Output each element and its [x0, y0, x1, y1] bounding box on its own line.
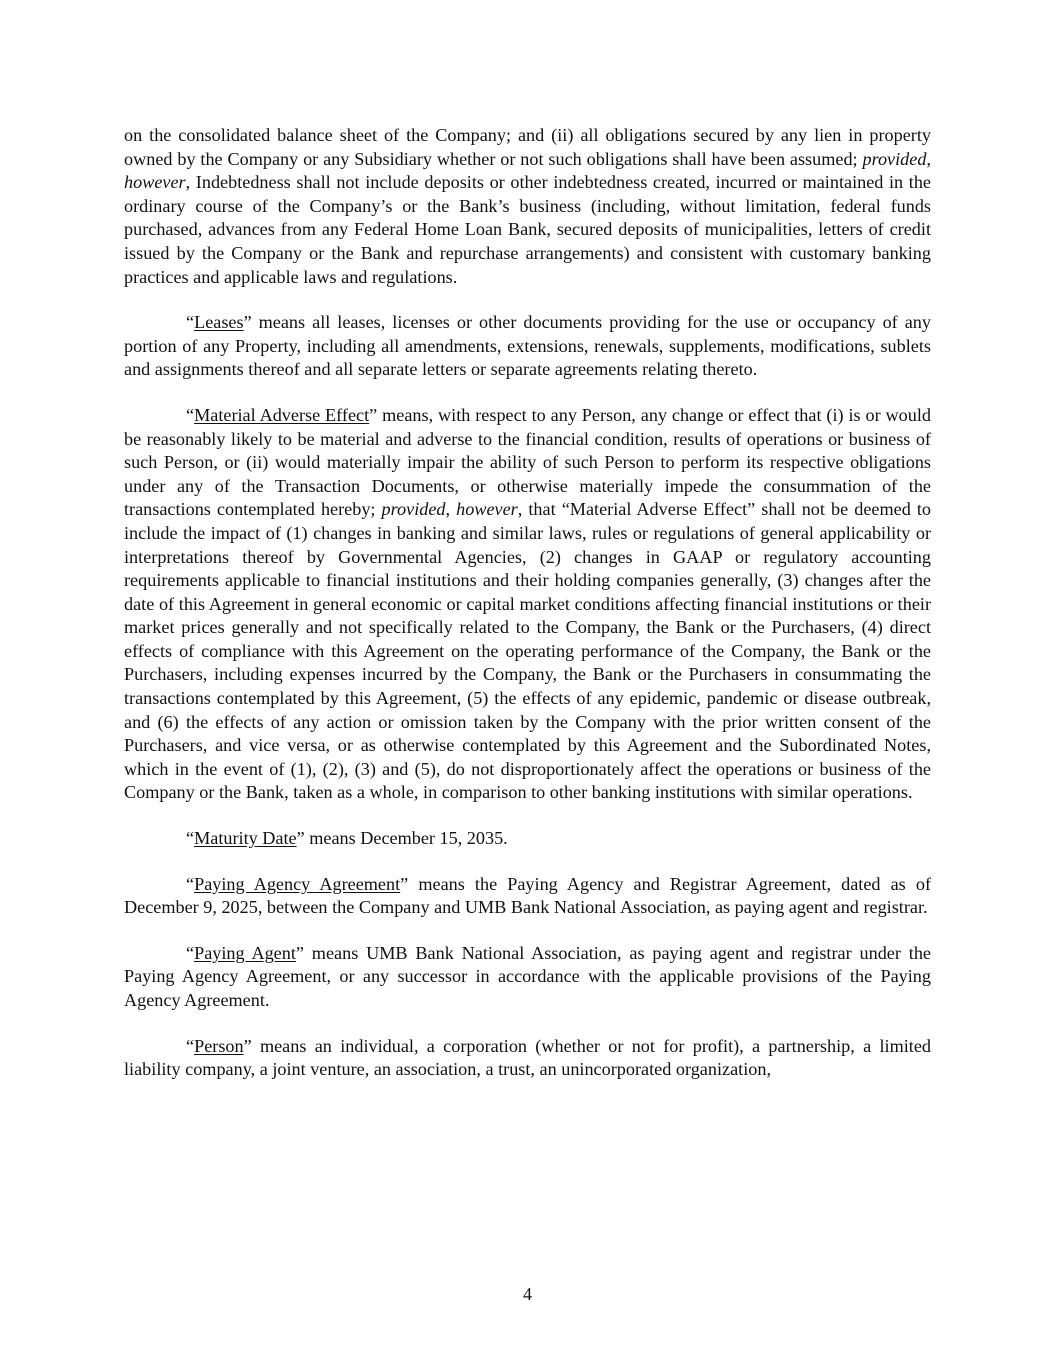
definition-material-adverse-effect [124, 404, 931, 805]
text: , Indebtedness shall not include deposits or other indebtedness created, incurred or maintained in the ordinary course of the Company’s or the Bank’s business (including, without limitation, federal funds purchased, advances from any Federal Home Loan Bank, secured deposits of municipalities, letters of credit issued by the Company or the Bank and repurchase arrangements) and consistent with customary banking practices and applicable laws and regulations. [124, 172, 931, 287]
open-quote: “ [186, 1035, 195, 1056]
open-quote: “ [186, 312, 195, 333]
italic-however: however [124, 172, 186, 193]
text: on the consolidated balance sheet of the Company; and (ii) all obligations secured by any lien in property owned by the Company or any Subsidiary whether or not such obligations shall have been assumed; [124, 125, 931, 169]
page-number: 4 [523, 1284, 532, 1304]
defined-term: Material Adverse Effect [194, 404, 370, 425]
document-page [124, 124, 931, 1104]
text: , [926, 148, 931, 169]
defined-term: Paying Agency Agreement [194, 873, 401, 894]
open-quote: “ [186, 873, 195, 894]
definition-text: ” means, with respect to any Person, any change or effect that (i) is or would be reasonably likely to be material and adverse to the financial condition, results of operations or business of such Person, or (ii) would materially impair the ability of such Person to perform its respective obligations under any of the Transaction Documents, or otherwise materially impede the consummation of the transactions contemplated hereby; [124, 404, 931, 520]
definition-text: ” means all leases, licenses or other documents providing for the use or occupancy of any portion of any Property, including all amendments, extensions, renewals, supplements, modifications, sublets and assignments thereof and all separate letters or separate agreements relating thereto. [124, 312, 931, 380]
definition-text: ” means December 15, 2035. [296, 828, 508, 849]
open-quote: “ [186, 942, 195, 963]
definition-text: , that “Material Adverse Effect” shall not be deemed to include the impact of (1) changes in banking and similar laws, rules or regulations of general applicability or interpretations thereof by Governmental Agencies, (2) changes in GAAP or regulatory accounting requirements applicable to financial institutions and their holding companies generally, (3) changes after the date of this Agreement in general economic or capital market conditions affecting financial institutions or their market prices generally and not specifically related to the Company, the Bank or the Purchasers, (4) direct effects of compliance with this Agreement on the operating performance of the Company, the Bank or the Purchasers, including expenses incurred by the Company, the Bank or the Purchasers in consummating the transactions contemplated by this Agreement, (5) the effects of any epidemic, pandemic or disease outbreak, and (6) the effects of any action or omission taken by the Company with the prior written consent of the Purchasers, and vice versa, or as otherwise contemplated by this Agreement and the Subordinated Notes, which in the event of (1), (2), (3) and (5), do not disproportionately affect the operations or business of the Company or the Bank, taken as a whole, in comparison to other banking institutions with similar operations. [124, 499, 931, 803]
italic-however: however [456, 499, 518, 520]
defined-term: Leases [194, 312, 244, 333]
defined-term: Paying Agent [194, 942, 296, 963]
definition-text: ” means UMB Bank National Association, as paying agent and registrar under the Paying Agency Agreement, or any successor in accordance with the applicable provisions of the Paying Agency Agreement. [124, 942, 931, 1010]
definition-text: ” means the Paying Agency and Registrar Agreement, dated as of December 9, 2025, between the Company and UMB Bank National Association, as paying agent and registrar. [124, 873, 931, 918]
definition-text: ” means an individual, a corporation (whether or not for profit), a partnership, a limited liability company, a joint venture, an association, a trust, an unincorporated organization, [124, 1035, 931, 1080]
definition-maturity-date [124, 827, 931, 851]
definition-paying-agent [124, 942, 931, 1013]
defined-term: Person [194, 1035, 244, 1056]
text: , [445, 499, 457, 520]
defined-term: Maturity Date [194, 828, 297, 849]
italic-provided: provided [862, 148, 927, 169]
definition-person [124, 1035, 931, 1082]
open-quote: “ [186, 404, 195, 425]
definition-paying-agency-agreement [124, 873, 931, 920]
paragraph-indebtedness-continued [124, 124, 931, 289]
italic-provided: provided [381, 499, 446, 520]
open-quote: “ [186, 828, 195, 849]
definition-leases [124, 311, 931, 382]
